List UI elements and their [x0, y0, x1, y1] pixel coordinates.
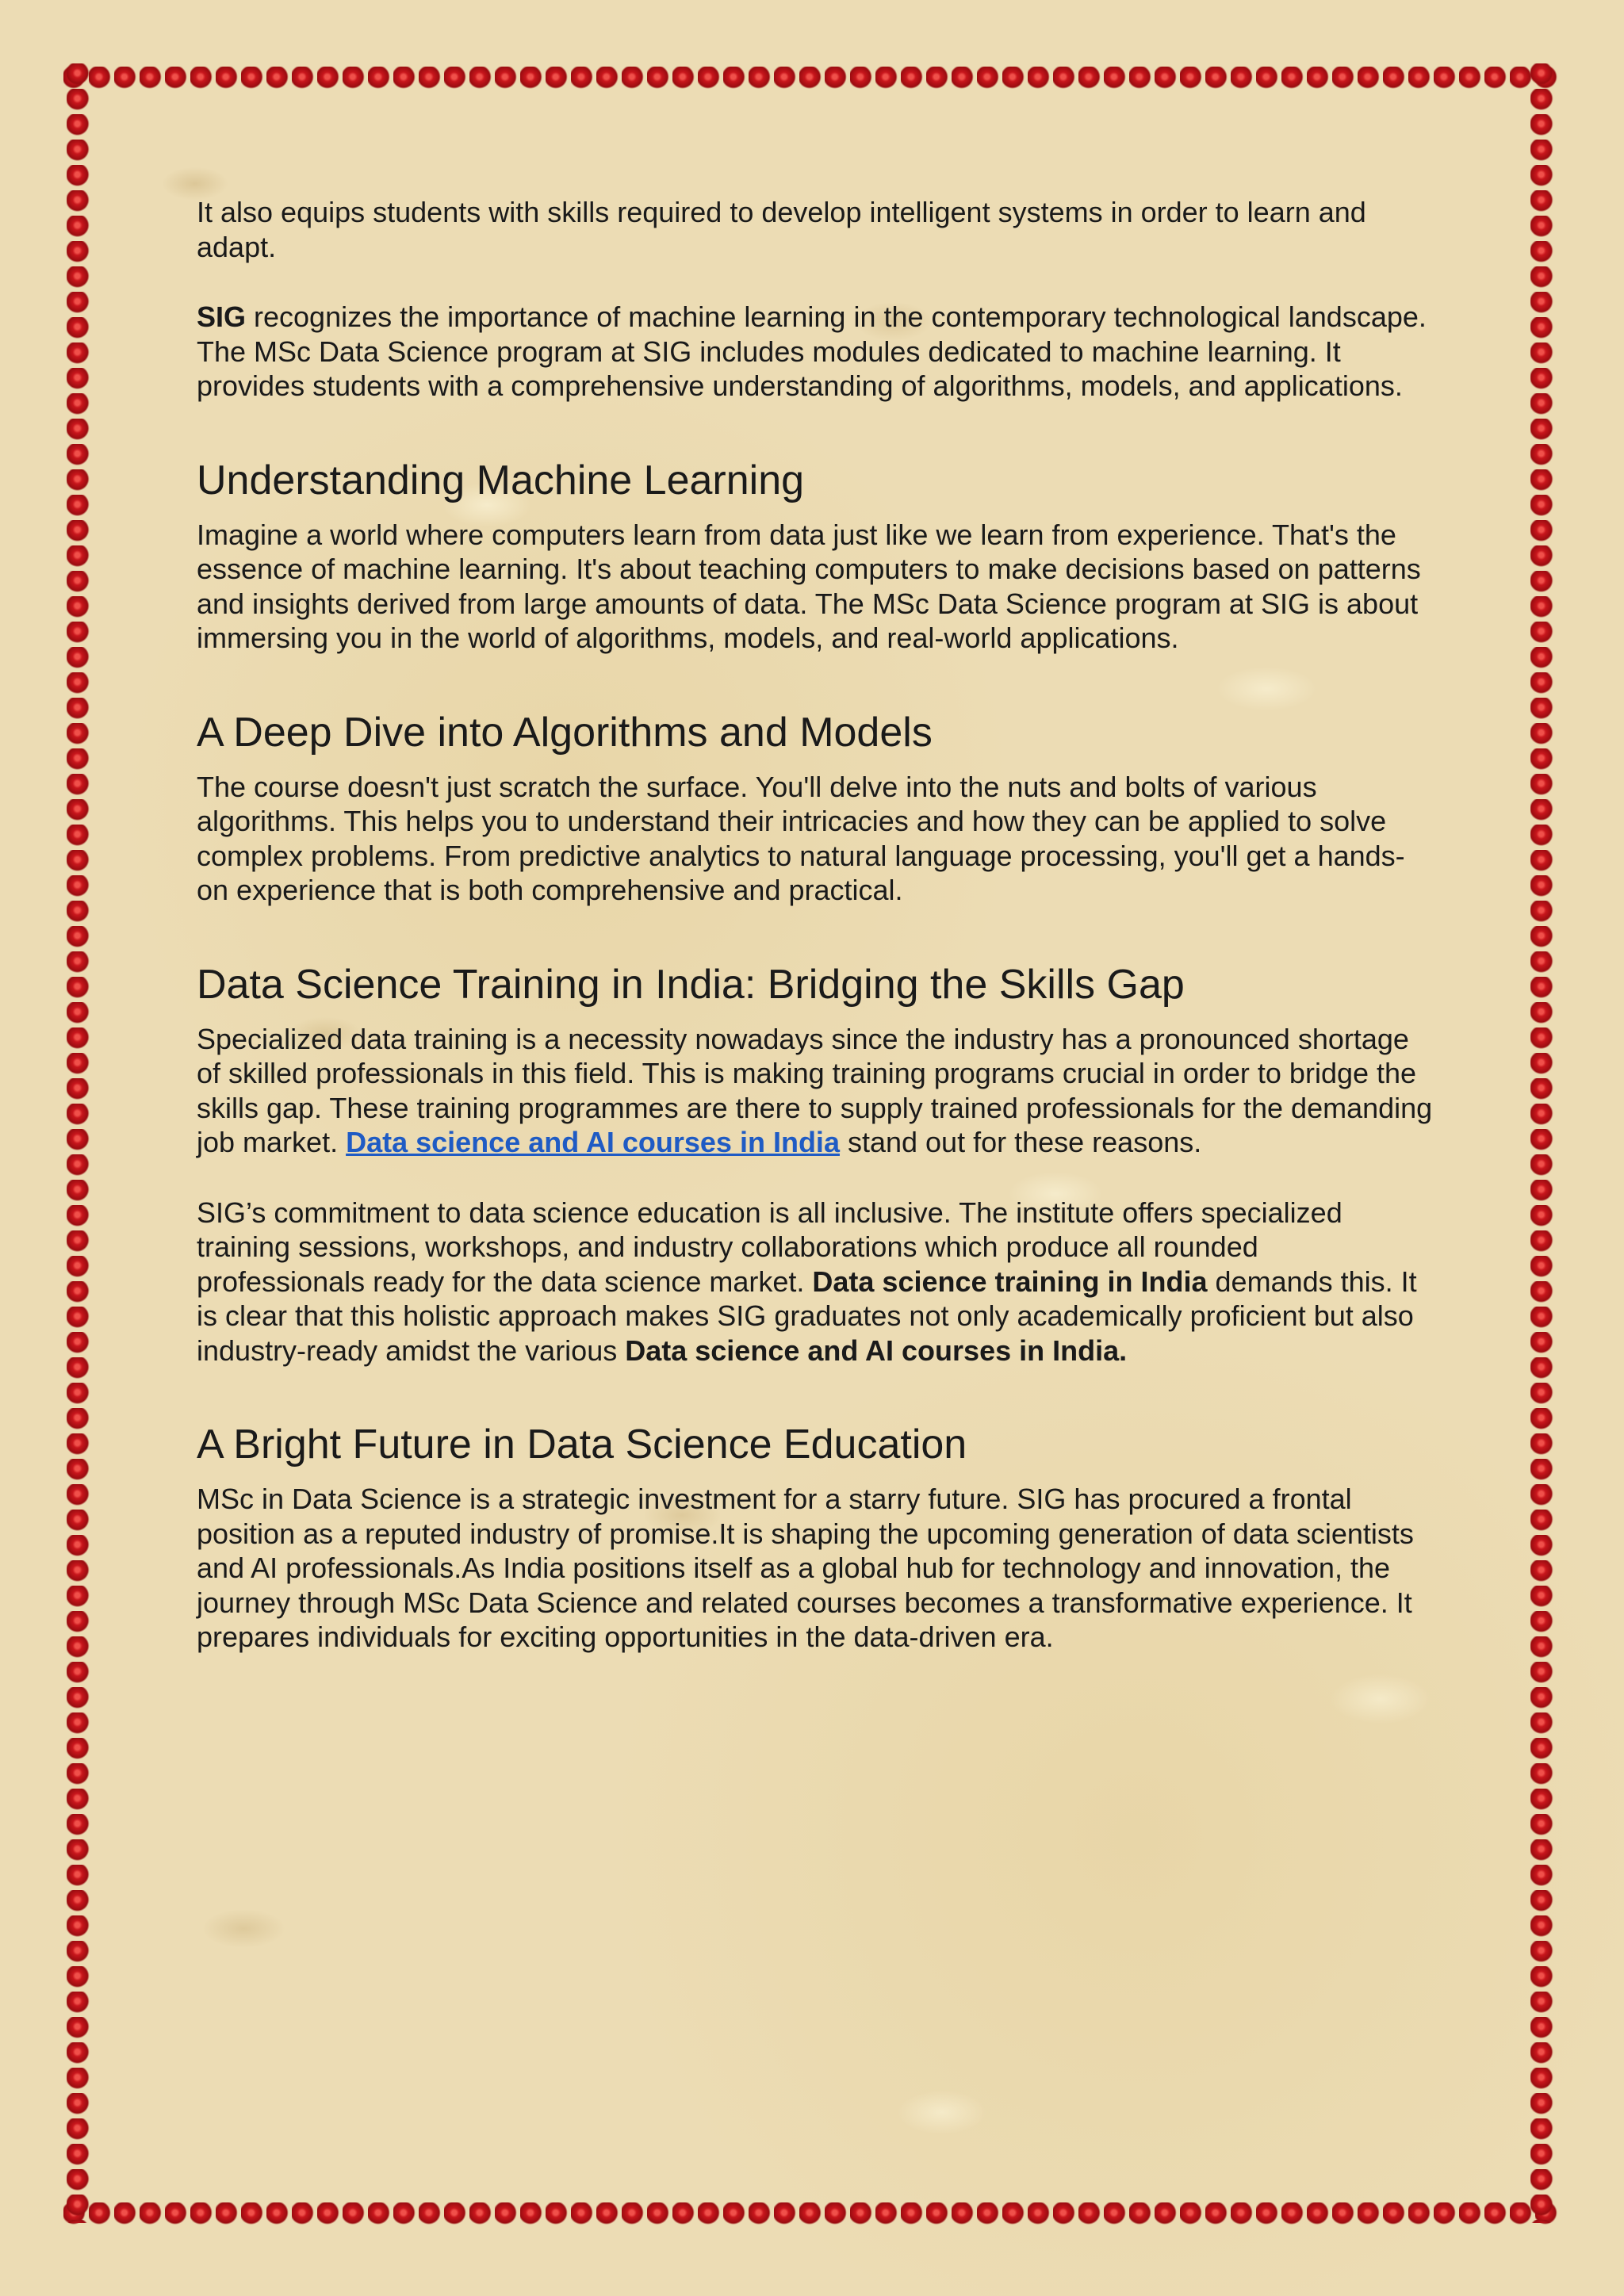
heading-understanding-ml: Understanding Machine Learning — [197, 457, 805, 503]
page-content — [197, 195, 1434, 1690]
border-top — [63, 67, 1561, 94]
sig-bold: SIG — [197, 300, 247, 333]
heading-deep-dive: A Deep Dive into Algorithms and Models — [197, 709, 933, 756]
border-left — [67, 63, 94, 2223]
section3-p2-text-a: SIG’s commitment to data science education is all inclusive. The institute offers specialized training sessions, workshops, and industry collaborations which produce all rounded professionals ready for the data science market. — [197, 1196, 1342, 1298]
section1-paragraph: Imagine a world where computers learn from data just like we learn from experience. That's the essence of machine learning. It's about teaching computers to make decisions based on patterns and insights derived from large amounts of data. The MSc Data Science program at SIG is about immersing you in the world of algorithms, models, and real-world applications. — [197, 518, 1421, 654]
section4-paragraph: MSc in Data Science is a strategic investment for a starry future. SIG has procured a frontal position as a reputed industry of promise.It is shaping the upcoming generation of data scientists and AI professionals.As India positions itself as a global hub for technology and innovation, the journey through MSc Data Science and related courses becomes a transformative experience. It prepares individuals for exciting opportunities in the data-driven era. — [197, 1483, 1414, 1653]
heading-bright-future: A Bright Future in Data Science Education — [197, 1422, 967, 1468]
training-india-bold: Data science training in India — [812, 1265, 1208, 1298]
section2-paragraph: The course doesn't just scratch the surface. You'll delve into the nuts and bolts of various algorithms. This helps you to understand their intricacies and how they can be applied to solve complex problems. From predictive analytics to natural language processing, you'll get a hands-on experience that is both comprehensive and practical. — [197, 770, 1405, 906]
intro-paragraph-1: It also equips students with skills required to develop intelligent systems in order to learn and adapt. — [197, 196, 1366, 263]
border-bottom — [63, 2202, 1561, 2229]
courses-india-bold: Data science and AI courses in India. — [625, 1334, 1128, 1367]
section3-paragraph-1 — [197, 1022, 1434, 1160]
heading-training-india: Data Science Training in India: Bridging the Skills Gap — [197, 961, 1185, 1008]
section3-p2-text-b: demands this. It is clear that this holistic approach makes SIG graduates not only academically proficient but also industry-ready amidst the various — [197, 1265, 1417, 1367]
border-right — [1530, 63, 1557, 2223]
section3-p1-text-b: stand out for these reasons. — [839, 1126, 1202, 1158]
intro-paragraph-2-text: recognizes the importance of machine learning in the contemporary technological landscape. The MSc Data Science program at SIG includes modules dedicated to machine learning. It provides students with a comprehensive understanding of algorithms, models, and applications. — [197, 300, 1427, 402]
section3-p1-text-a: Specialized data training is a necessity nowadays since the industry has a pronounced shortage of skilled professionals in this field. This is making training programs crucial in order to bridge the skills gap. These training programmes are there to supply trained professionals for the demanding job market. — [197, 1022, 1433, 1158]
intro-paragraph-2 — [197, 300, 1434, 404]
courses-link[interactable]: Data science and AI courses in India — [346, 1126, 840, 1158]
section3-paragraph-2 — [197, 1196, 1434, 1368]
